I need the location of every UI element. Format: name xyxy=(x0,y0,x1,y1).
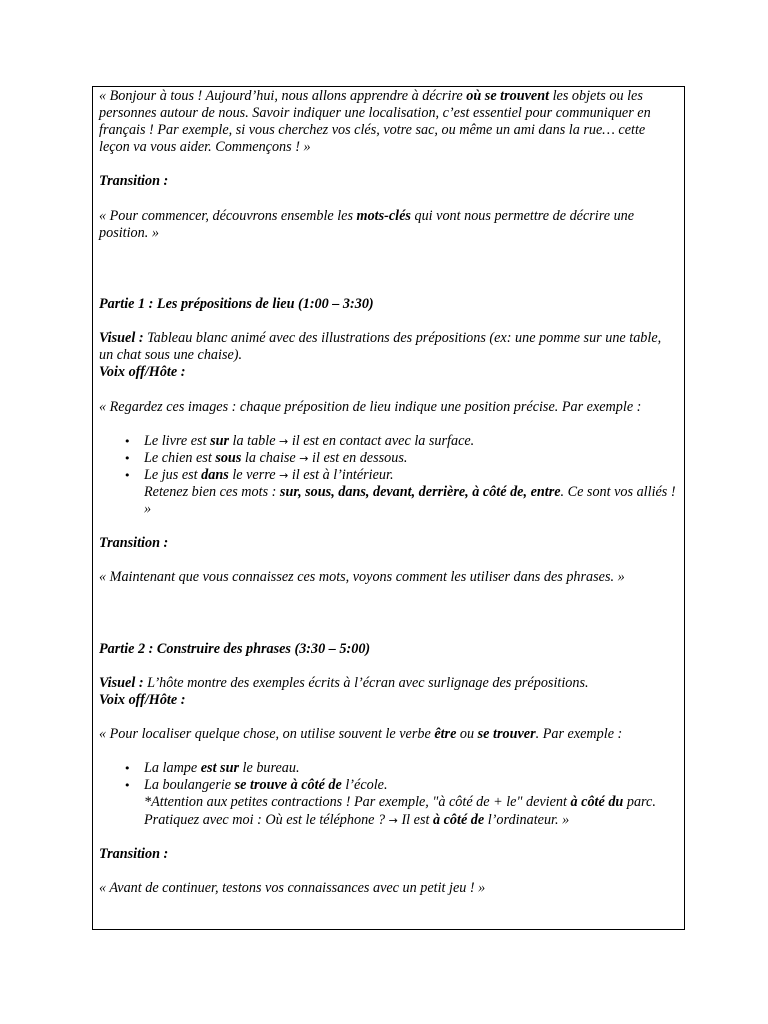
quote-text: « Pour localiser quelque chose, on utilise souvent le verbe xyxy=(99,726,435,743)
list-item xyxy=(99,777,678,828)
transition-heading-3 xyxy=(99,846,678,863)
note-bold: à côté du xyxy=(570,794,624,811)
arrow-icon: → xyxy=(388,813,398,827)
bullet-bold: sous xyxy=(215,449,242,466)
note-text: *Attention aux petites contractions ! Par exemple, "à côté de + le" devient xyxy=(144,794,571,811)
quote-text: ou xyxy=(456,726,478,743)
partie1-bullet-list xyxy=(99,433,678,518)
transition1-text-1: « Pour commencer, découvrons ensemble les xyxy=(99,207,357,224)
bullet-text: il est en contact avec la surface. xyxy=(288,432,475,449)
list-item xyxy=(99,760,678,777)
note-text: l’ordinateur. » xyxy=(484,811,570,828)
retenez-bold: sur, sous, dans, devant, derrière, à côté de, entre xyxy=(279,483,561,500)
intro-bold: où se trouvent xyxy=(466,88,550,104)
bullet-bold: dans xyxy=(201,466,229,483)
bullet-text: il est à l’intérieur. xyxy=(288,466,394,483)
partie2-quote xyxy=(99,726,678,743)
transition1-text-2: qui vont nous permettre de décrire une position. » xyxy=(99,207,635,241)
transition-label: Transition : xyxy=(99,173,169,190)
quote-text: . Par exemple : xyxy=(535,726,623,743)
transition-heading-2 xyxy=(99,535,678,552)
bullet-bold: se trouve à côté de xyxy=(234,777,342,794)
bullet-text: il est en dessous. xyxy=(308,449,408,466)
partie2-voix xyxy=(99,692,678,709)
intro-text-1: « Bonjour à tous ! Aujourd’hui, nous allons apprendre à décrire xyxy=(99,88,467,104)
transition-paragraph-3: « Avant de continuer, testons vos connaissances avec un petit jeu ! » xyxy=(99,879,486,896)
visuel-text: Tableau blanc animé avec des illustrations des prépositions (ex: une pomme sur une table, un chat sous une chaise). xyxy=(99,330,662,364)
bullet-icon: • xyxy=(124,451,131,465)
visuel-label: Visuel : xyxy=(99,674,144,691)
visuel-label: Visuel : xyxy=(99,330,144,347)
bullet-icon: • xyxy=(124,468,131,482)
voix-label: Voix off/Hôte : xyxy=(99,364,186,381)
quote-bold: être xyxy=(434,726,457,743)
transition-heading-1 xyxy=(99,173,678,190)
bullet-text: Le chien est xyxy=(144,449,216,466)
transition-paragraph-2: « Maintenant que vous connaissez ces mots, voyons comment les utiliser dans des phrases. » xyxy=(99,569,625,586)
note-text: Il est xyxy=(397,811,433,828)
list-item xyxy=(99,450,678,467)
partie2-visuel xyxy=(99,675,678,692)
retenez-text: Retenez bien ces mots : xyxy=(144,483,280,500)
intro-text-2: les objets ou les personnes autour de nous. Savoir indiquer une localisation, c’est essentiel pour communiquer en français ! Par exemple, si vous cherchez vos clés, votre sac, ou même un ami dans la rue… cette leçon va vous aider. Commençons ! » xyxy=(99,88,651,156)
partie1-visuel xyxy=(99,330,678,364)
bullet-text: le verre xyxy=(228,466,280,483)
visuel-text: L’hôte montre des exemples écrits à l’écran avec surlignage des prépositions. xyxy=(143,674,589,691)
partie2-title xyxy=(99,641,678,658)
bullet-text: le bureau. xyxy=(239,760,300,777)
bullet-text: Le jus est xyxy=(144,466,202,483)
bullet-text: l’école. xyxy=(341,777,388,794)
note-text: parc. Pratiquez avec moi : Où est le téléphone ? xyxy=(144,794,656,828)
bullet-text: la chaise xyxy=(241,449,300,466)
list-item xyxy=(99,467,678,518)
intro-paragraph xyxy=(99,88,678,156)
bullet-bold: est sur xyxy=(200,760,239,777)
bullet-icon: • xyxy=(124,779,131,793)
script-frame xyxy=(92,86,685,930)
transition-label: Transition : xyxy=(99,535,169,552)
partie2-bullet-list xyxy=(99,760,678,828)
bullet-bold: sur xyxy=(210,432,229,449)
voix-label: Voix off/Hôte : xyxy=(99,691,186,708)
list-item xyxy=(99,433,678,450)
partie1-title xyxy=(99,296,678,313)
quote-bold: se trouver xyxy=(477,726,536,743)
note-bold: à côté de xyxy=(432,811,485,828)
arrow-icon: → xyxy=(279,468,289,482)
partie1-voix xyxy=(99,364,678,381)
arrow-icon: → xyxy=(279,434,289,448)
partie1-title-text: Partie 1 : Les prépositions de lieu (1:00 – 3:30) xyxy=(99,295,374,312)
arrow-icon: → xyxy=(299,451,309,465)
bullet-icon: • xyxy=(124,762,131,776)
bullet-text: Le livre est xyxy=(144,432,211,449)
bullet-text: La lampe xyxy=(144,760,201,777)
retenez-tail: . Ce sont vos alliés ! » xyxy=(144,483,676,518)
partie1-quote: « Regardez ces images : chaque préposition de lieu indique une position précise. Par exemple : xyxy=(99,398,642,415)
bullet-text: la table xyxy=(229,432,280,449)
partie2-title-text: Partie 2 : Construire des phrases (3:30 – 5:00) xyxy=(99,640,371,657)
transition-paragraph-1 xyxy=(99,208,678,242)
transition1-bold: mots-clés xyxy=(356,207,411,224)
transition-label: Transition : xyxy=(99,845,169,862)
bullet-text: La boulangerie xyxy=(144,777,235,794)
bullet-icon: • xyxy=(124,434,131,448)
